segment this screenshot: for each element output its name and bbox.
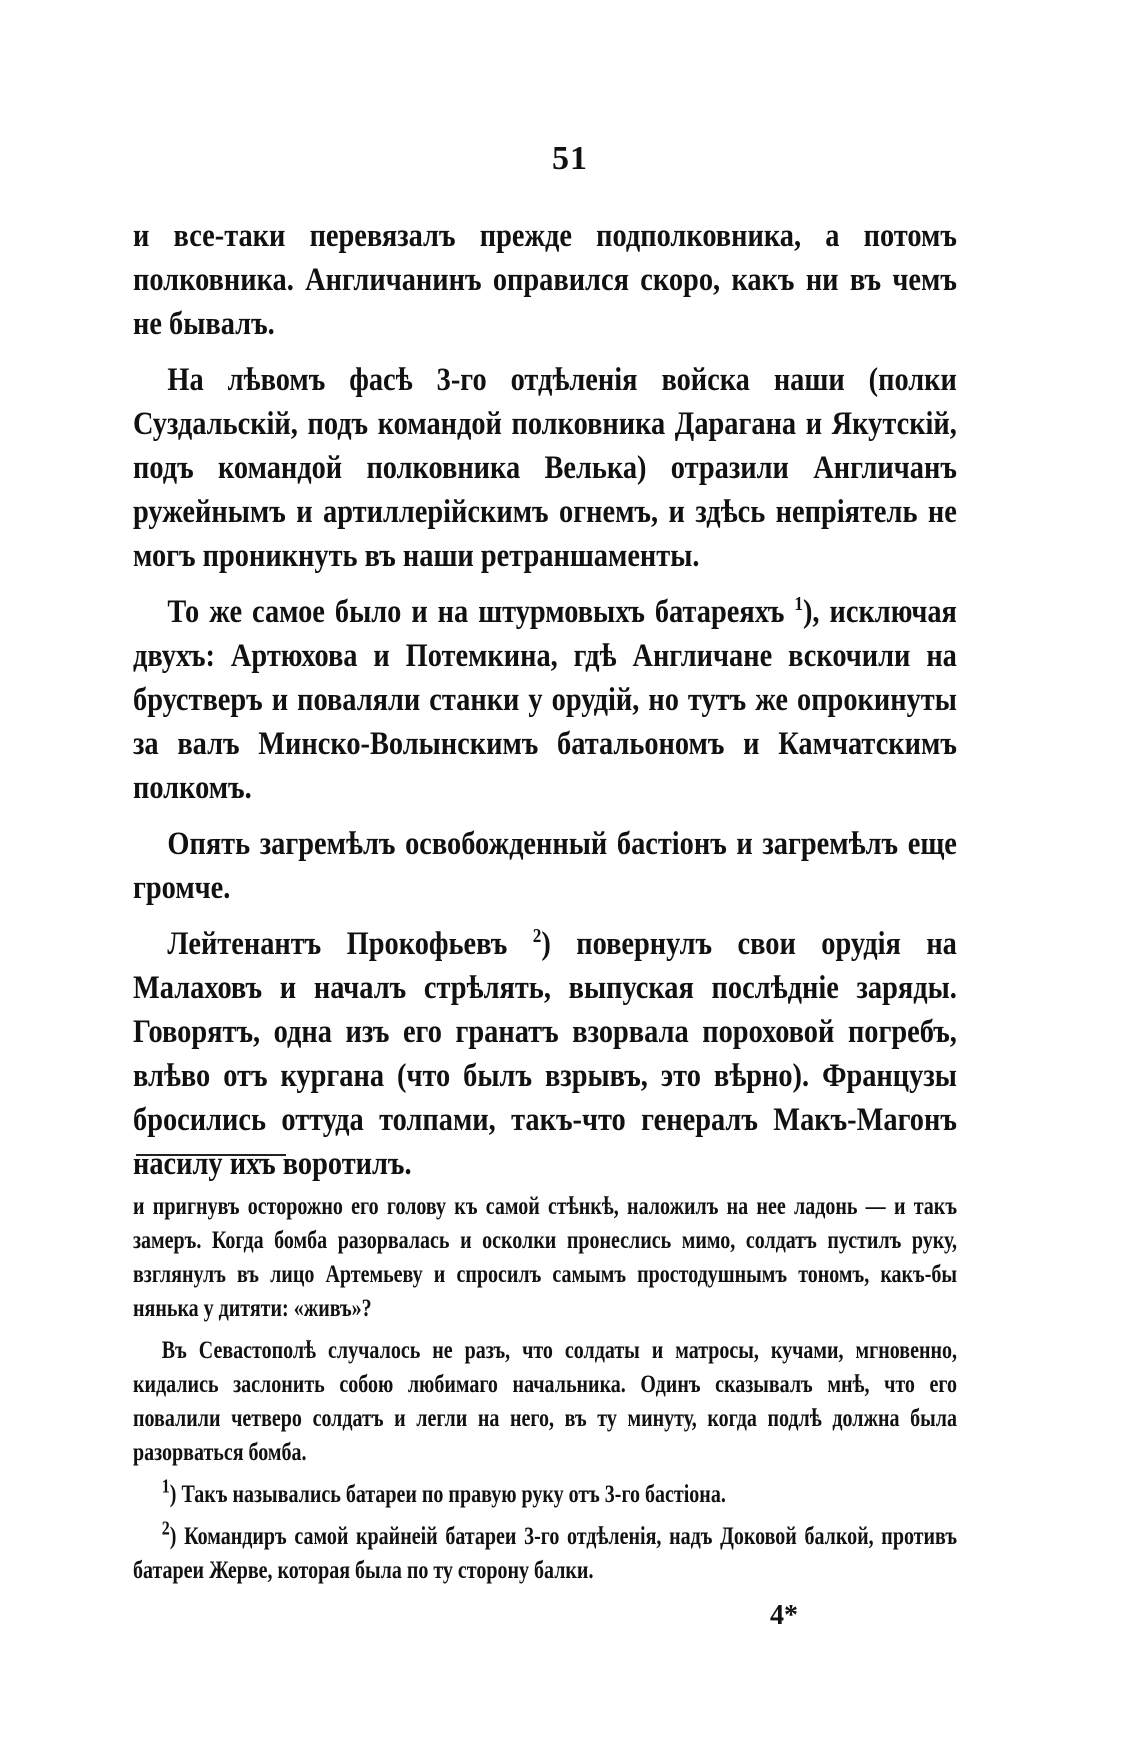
footnote-1-text: ) Такъ назывались батареи по правую руку отъ 3-го бастіона.	[169, 1481, 726, 1508]
footnote-continuation: и пригнувъ осторожно его голову къ самой стѣнкѣ, наложилъ на нее ладонь — и такъ замеръ. Когда бомба разорвалась и осколки пронеслись мимо, солдатъ пустилъ руку, взглянулъ въ лицо Артемьеву и спросилъ самымъ простодушнымъ тономъ, какъ-бы нянька у дитяти: «живъ»?	[133, 1193, 957, 1322]
footnote-2-text: ) Командиръ самой крайнеій батареи 3-го отдѣленія, надъ Доковой балкой, противъ батареи Жерве, которая была по ту сторону балки.	[133, 1523, 958, 1584]
paragraph-1: и все-таки перевязалъ прежде подполковника, а потомъ полковника. Англичанинъ оправился скоро, какъ ни въ чемъ не бывалъ.	[133, 218, 957, 342]
paragraph-3-text-after: ), исключая двухъ: Артюхова и Потемкина, гдѣ Англичане вскочили на брустверъ и поваляли станки у орудій, но тутъ же опрокинуты за валъ Минско-Волынскимъ батальономъ и Камчатскимъ полкомъ.	[133, 594, 957, 806]
signature-mark: 4*	[770, 1600, 798, 1631]
footnote-continuation-2: Въ Севастополѣ случалось не разъ, что солдаты и матросы, кучами, мгновенно, кидались заслонить собою любимаго начальника. Одинъ сказывалъ мнѣ, что его повалили четверо солдатъ и легли на него, въ ту минуту, когда подлѣ должна была разорваться бомба.	[133, 1337, 958, 1466]
footnote-1	[133, 1475, 957, 1512]
footnote-2	[133, 1517, 958, 1588]
paragraph-4: Опять загремѣлъ освобожденный бастіонъ и загремѣлъ еще громче.	[133, 826, 957, 906]
footnotes	[133, 1190, 957, 1588]
page-number: 51	[552, 140, 588, 177]
footnote-ref-1: 1	[794, 593, 803, 615]
footnote-2-marker: 2	[161, 1517, 170, 1540]
footnote-ref-2: 2	[532, 925, 542, 947]
paragraph-3	[133, 590, 957, 810]
paragraph-2: На лѣвомъ фасѣ 3-го отдѣленія войска наши (полки Суздальскій, подъ командой полковника Дарагана и Якутскій, подъ командой полковника Велька) отразили Англичанъ ружейнымъ и артиллерійскимъ огнемъ, и здѣсь непріятель не могъ проникнуть въ наши ретраншаменты.	[133, 362, 957, 574]
main-text	[133, 214, 957, 1186]
paragraph-3-text-before: То же самое было и на штурмовыхъ батареяхъ	[167, 594, 795, 630]
paragraph-5-text-before: Лейтенантъ Прокофьевъ	[167, 926, 533, 962]
footnote-1-marker: 1	[161, 1475, 170, 1498]
footnote-separator	[136, 1154, 286, 1156]
paragraph-5-text-after: ) повернулъ свои орудія на Малаховъ и началъ стрѣлять, выпуская послѣдніе заряды. Говорятъ, одна изъ его гранатъ взорвала пороховой погребъ, влѣво отъ кургана (что былъ взрывъ, это вѣрно). Французы бросились оттуда толпами, такъ-что генералъ Макъ-Магонъ насилу ихъ воротилъ.	[133, 926, 957, 1182]
paragraph-5	[133, 922, 957, 1186]
